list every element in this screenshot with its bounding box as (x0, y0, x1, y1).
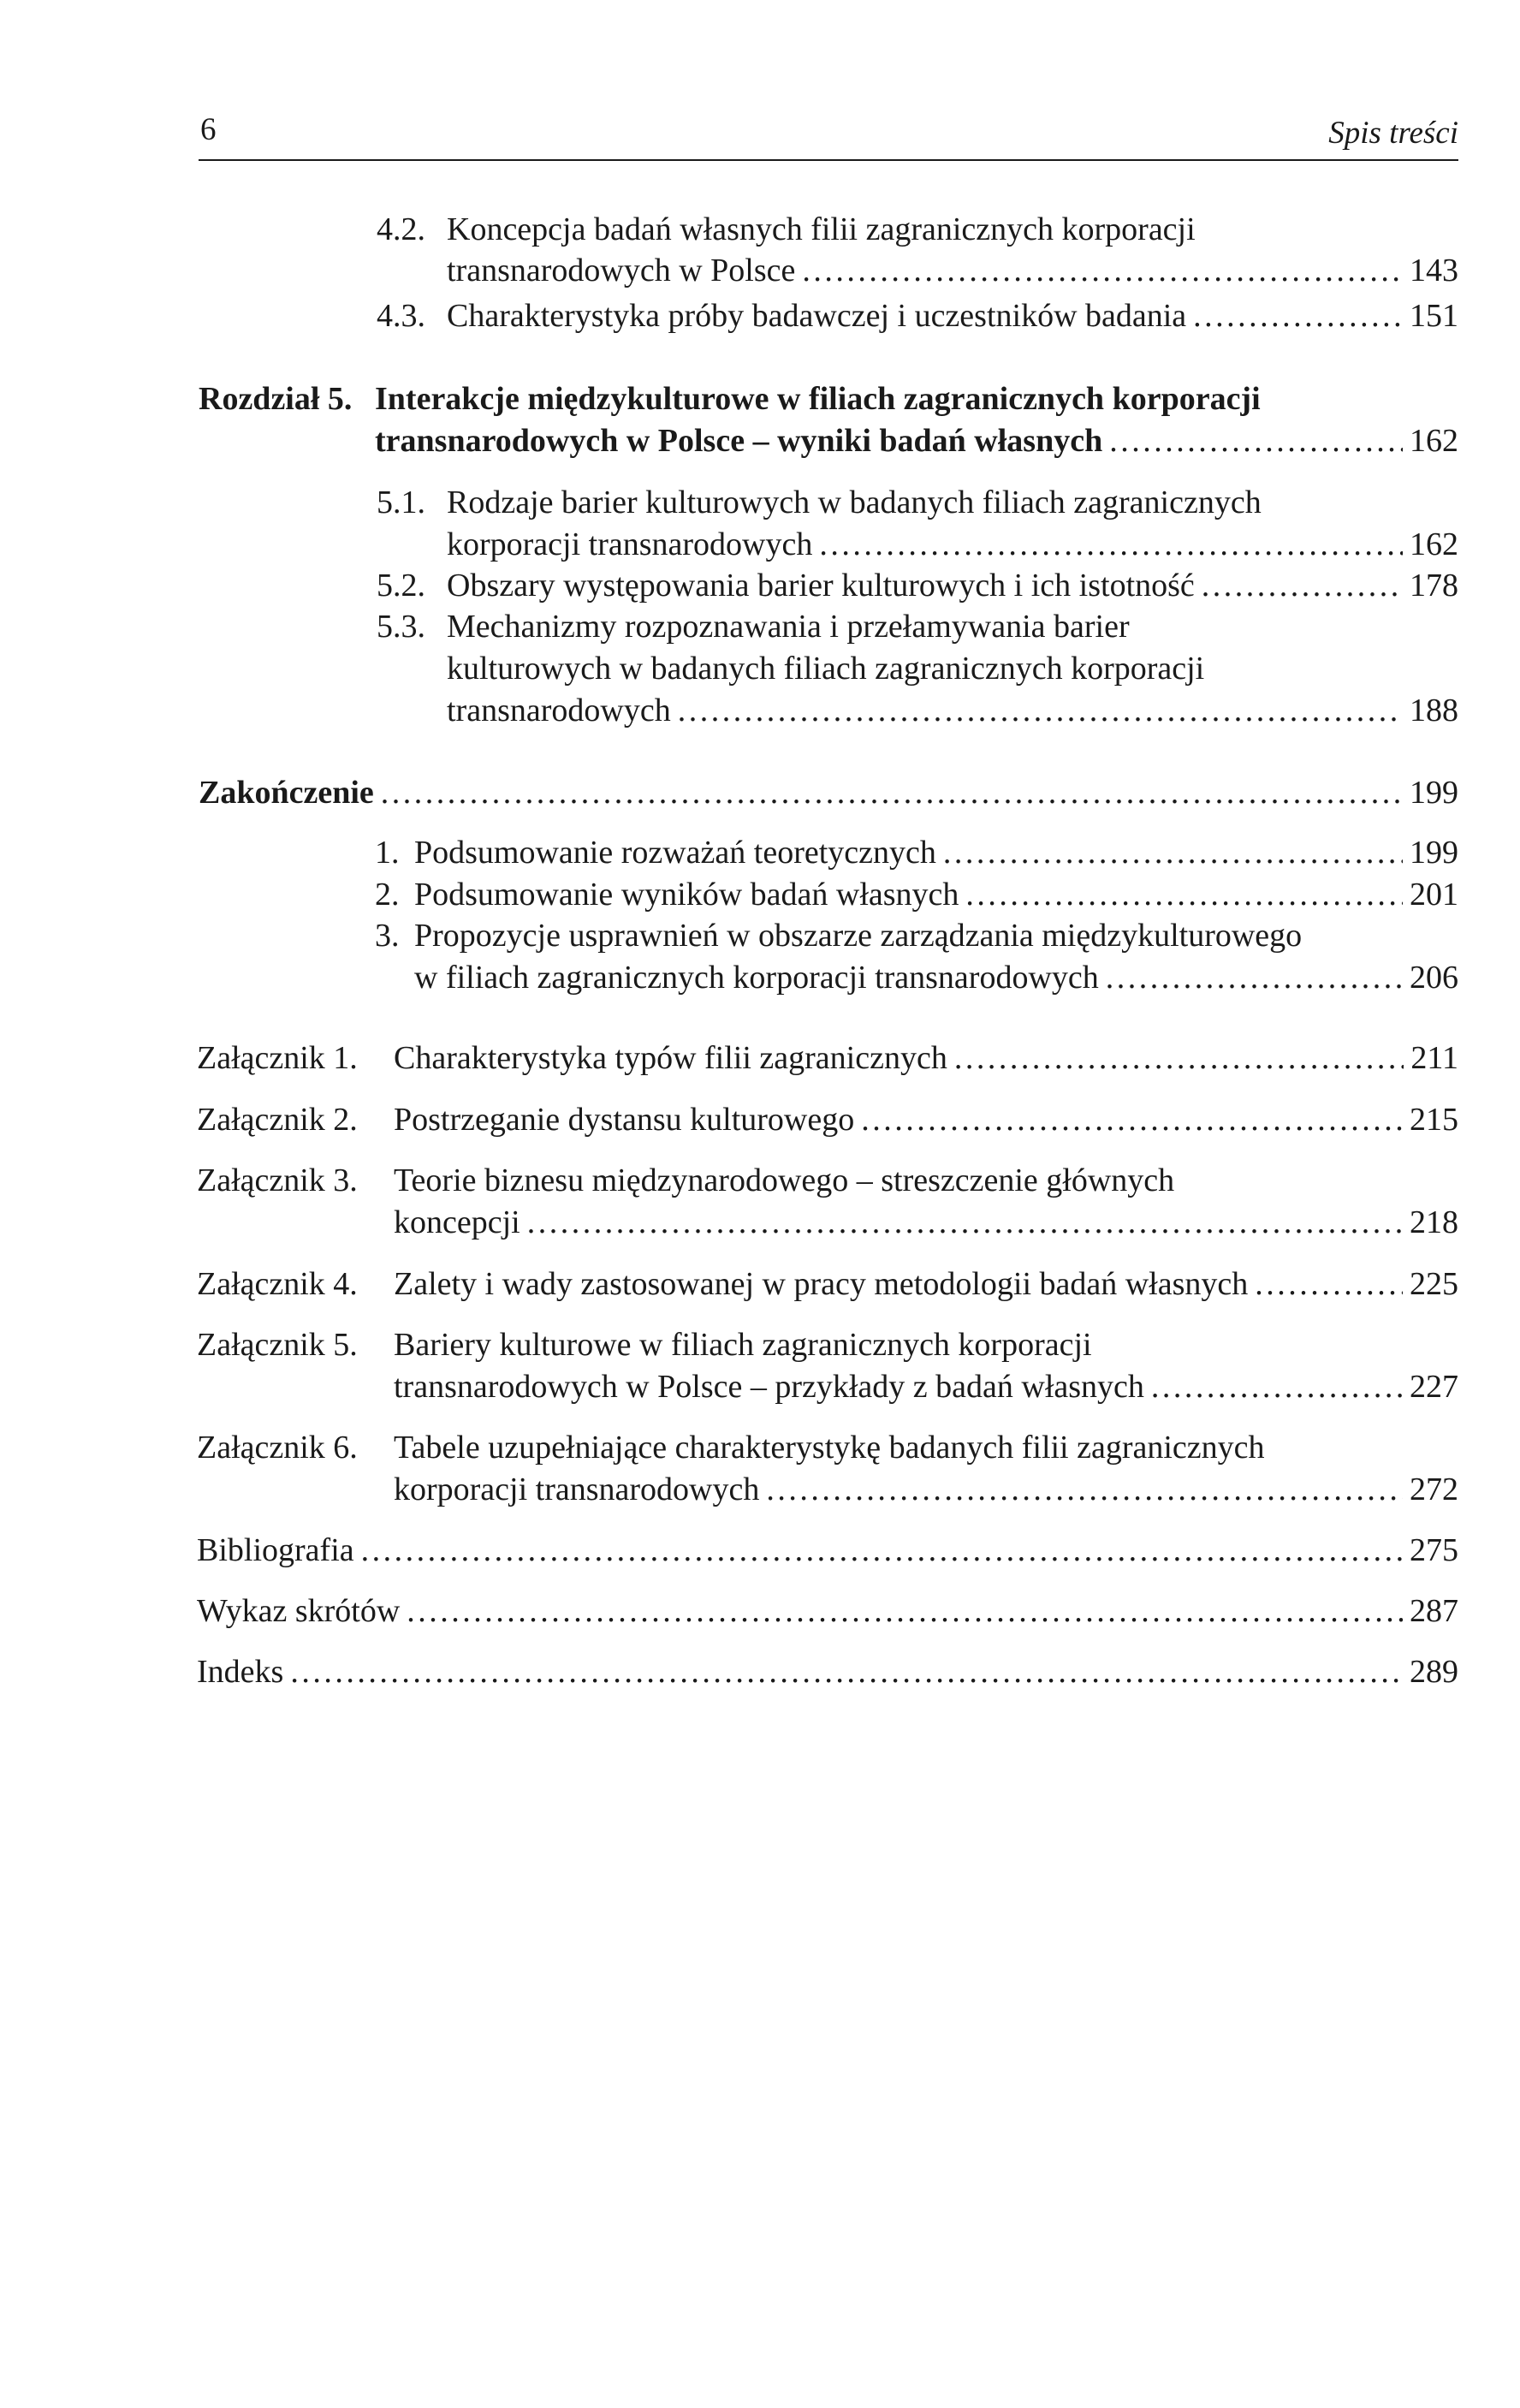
entry-number: 5.1. (377, 485, 425, 520)
entry-title-text: Indeks (197, 1654, 284, 1690)
entry-title-line: Koncepcja badań własnych filii zagranicznych korporacji (447, 211, 1196, 247)
entry-title-text: koncepcji (394, 1204, 520, 1240)
entry-title-text: Wykaz skrótów (197, 1593, 401, 1629)
appendix-number: Załącznik 6. (197, 1430, 358, 1466)
entry-title-text: Postrzeganie dystansu kulturowego (394, 1102, 855, 1138)
entry-title-line (414, 957, 1458, 998)
entry-title-text: Zalety i wady zastosowanej w pracy metodologii badań własnych (394, 1266, 1249, 1302)
entry-title-text: transnarodowych w Polsce – przykłady z badań własnych (394, 1369, 1144, 1405)
dot-leader (766, 1469, 1403, 1510)
page-ref: 162 (1410, 526, 1458, 562)
appendix-number: Załącznik 1. (197, 1040, 358, 1076)
page-ref: 151 (1410, 298, 1458, 334)
entry-title-line (394, 1263, 1458, 1305)
page-number: 6 (200, 112, 217, 147)
dot-leader (381, 772, 1403, 813)
page-ref: 287 (1410, 1593, 1458, 1629)
entry-title-line: Rodzaje barier kulturowych w badanych filiach zagranicznych (447, 485, 1262, 520)
page-ref: 227 (1410, 1369, 1458, 1405)
entry-title-line (394, 1038, 1458, 1079)
entry-title-text: Charakterystyka próby badawczej i uczestników badania (447, 298, 1187, 334)
dot-leader (1106, 957, 1403, 998)
entry-number: 4.3. (377, 298, 425, 334)
entry-number: 2. (375, 877, 400, 913)
entry-title-line (375, 420, 1458, 461)
appendix-number: Załącznik 5. (197, 1327, 358, 1363)
dot-leader (802, 250, 1403, 291)
entry-title-line: kulturowych w badanych filiach zagranicznych korporacji (447, 651, 1205, 687)
entry-title-text: korporacji transnarodowych (394, 1472, 760, 1507)
entry-title-line (394, 1469, 1458, 1510)
page-ref: 143 (1410, 253, 1458, 288)
entry-number: 5.2. (377, 568, 425, 603)
dot-leader (1151, 1366, 1403, 1407)
entry-title-line (414, 832, 1458, 873)
page-ref: 272 (1410, 1472, 1458, 1507)
page-ref: 188 (1410, 693, 1458, 728)
dot-leader (1109, 420, 1403, 461)
entry-title-text: Podsumowanie rozważań teoretycznych (414, 835, 936, 871)
entry-title-text: Charakterystyka typów filii zagranicznych (394, 1040, 947, 1076)
page-ref: 275 (1410, 1532, 1458, 1568)
appendix-number: Załącznik 3. (197, 1162, 358, 1198)
entry-title-line: Propozycje usprawnień w obszarze zarządzania międzykulturowego (414, 918, 1303, 954)
page-ref: 162 (1410, 423, 1458, 459)
entry-number: 5.3. (377, 609, 425, 645)
dot-leader (943, 832, 1403, 873)
entry-title-line (394, 1099, 1458, 1140)
entry-title-text: korporacji transnarodowych (447, 526, 813, 562)
entry-title-line (447, 565, 1458, 606)
dot-leader (965, 874, 1403, 915)
entry-number: 1. (375, 835, 400, 871)
dot-leader (954, 1038, 1404, 1079)
dot-leader (361, 1530, 1403, 1571)
entry-title-text: Podsumowanie wyników badań własnych (414, 877, 959, 913)
entry-title-text: w filiach zagranicznych korporacji transnarodowych (414, 960, 1099, 996)
dot-leader (861, 1099, 1403, 1140)
entry-title-line (394, 1202, 1458, 1243)
entry-title-line (197, 1590, 1458, 1632)
entry-title-text: Obszary występowania barier kulturowych i ich istotność (447, 568, 1195, 603)
entry-title-line (197, 1530, 1458, 1571)
page-ref: 201 (1410, 877, 1458, 913)
page-ref: 178 (1410, 568, 1458, 603)
page-ref: 206 (1410, 960, 1458, 996)
dot-leader (1255, 1263, 1403, 1305)
page-ref: 199 (1410, 835, 1458, 871)
dot-leader (290, 1651, 1403, 1692)
entry-number: 4.2. (377, 211, 425, 247)
page-ref: 211 (1410, 1040, 1458, 1076)
entry-title-line (447, 295, 1458, 336)
dot-leader (407, 1590, 1403, 1632)
entry-title-text: Bibliografia (197, 1532, 354, 1568)
dot-leader (678, 690, 1403, 731)
entry-number: 3. (375, 918, 400, 954)
page-ref: 218 (1410, 1204, 1458, 1240)
entry-title-line (447, 250, 1458, 291)
dot-leader (527, 1202, 1403, 1243)
entry-title-line: Mechanizmy rozpoznawania i przełamywania barier (447, 609, 1130, 645)
dot-leader (819, 524, 1403, 565)
entry-title-line: Interakcje międzykulturowe w filiach zagranicznych korporacji (375, 381, 1261, 417)
entry-title-line (414, 874, 1458, 915)
entry-title-text: transnarodowych w Polsce (447, 253, 796, 288)
entry-title-line (394, 1366, 1458, 1407)
chapter-number: Rozdział 5. (199, 381, 353, 417)
entry-title-line: Bariery kulturowe w filiach zagranicznych korporacji (394, 1327, 1092, 1363)
appendix-number: Załącznik 2. (197, 1102, 358, 1138)
entry-title-text: transnarodowych w Polsce – wyniki badań własnych (375, 423, 1103, 459)
page-header (199, 108, 1458, 161)
dot-leader (1202, 565, 1403, 606)
entry-title-line (447, 524, 1458, 565)
page-ref: 289 (1410, 1654, 1458, 1690)
page-ref: 225 (1410, 1266, 1458, 1302)
appendix-number: Załącznik 4. (197, 1266, 358, 1302)
entry-title-text: transnarodowych (447, 693, 671, 728)
entry-title-line (447, 690, 1458, 731)
page-ref: 215 (1410, 1102, 1458, 1138)
entry-title-line: Teorie biznesu międzynarodowego – streszczenie głównych (394, 1162, 1175, 1198)
dot-leader (1193, 295, 1403, 336)
entry-title-line (197, 1651, 1458, 1692)
running-title: Spis treści (1328, 116, 1458, 151)
entry-title-line (199, 772, 1458, 813)
entry-title-text: Zakończenie (199, 775, 374, 811)
entry-title-line: Tabele uzupełniające charakterystykę badanych filii zagranicznych (394, 1430, 1265, 1466)
page-ref: 199 (1410, 775, 1458, 811)
